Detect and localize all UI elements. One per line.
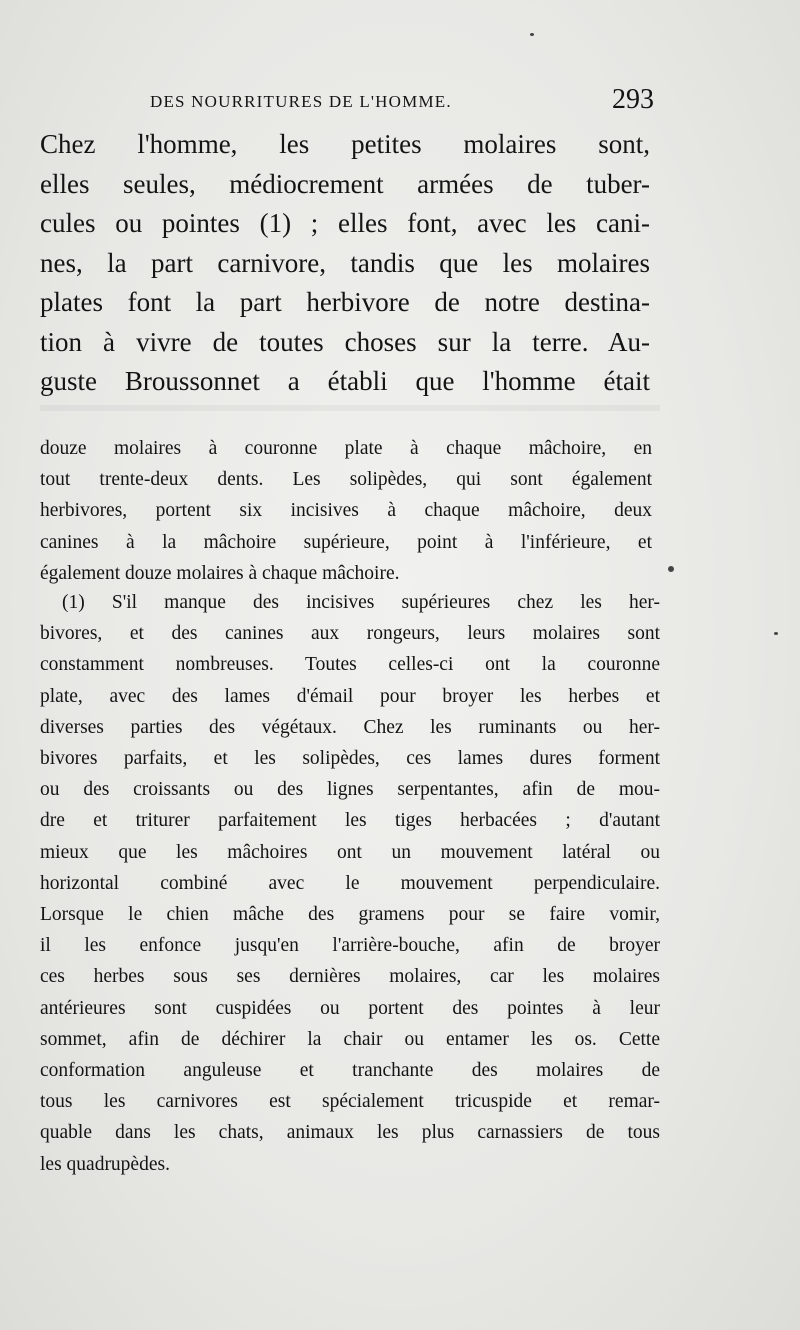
footnote-line: bivores parfaits, et les solipèdes, ces lames dures forment	[40, 748, 660, 770]
footnote-line: également douze molaires à chaque mâchoire.	[40, 562, 400, 584]
main-text-line: plates font la part herbivore de notre destina-	[40, 287, 650, 317]
footnote-line: quable dans les chats, animaux les plus carnassiers de tous	[40, 1122, 660, 1144]
footnote-1	[40, 587, 660, 1180]
running-head: DES NOURRITURES DE L'HOMME.	[150, 92, 452, 111]
footnote-line: canines à la mâchoire supérieure, point à l'inférieure, et	[40, 531, 652, 553]
ink-speck	[668, 566, 674, 572]
footnote-line: constamment nombreuses. Toutes celles-ci ont la couronne	[40, 654, 660, 676]
main-text-line: elles seules, médiocrement armées de tuber-	[40, 168, 650, 199]
page-header	[150, 86, 660, 120]
main-text	[40, 125, 650, 402]
footnote-line: sommet, afin de déchirer la chair ou entamer les os. Cette	[40, 1028, 660, 1050]
footnote-line: douze molaires à couronne plate à chaque mâchoire, en	[40, 438, 652, 459]
footnote-line: tous les carnivores est spécialement tricuspide et remar-	[40, 1091, 660, 1113]
footnote-line: les quadrupèdes.	[40, 1153, 170, 1175]
main-text-line: Chez l'homme, les petites molaires sont,	[40, 129, 650, 159]
footnote-line: (1) S'il manque des incisives supérieures chez les her-	[62, 592, 660, 613]
ink-speck	[774, 632, 778, 635]
main-text-line: cules ou pointes (1) ; elles font, avec les cani-	[40, 208, 650, 238]
footnote-line: plate, avec des lames d'émail pour broyer les herbes et	[40, 685, 660, 707]
bleed-through-shadow	[40, 405, 660, 411]
footnote-line: Lorsque le chien mâche des gramens pour se faire vomir,	[40, 904, 660, 926]
footnote-continuation	[40, 433, 652, 589]
footnote-line: antérieures sont cuspidées ou portent des pointes à leur	[40, 997, 660, 1019]
footnote-line: horizontal combiné avec le mouvement perpendiculaire.	[40, 872, 660, 894]
footnote-line: herbivores, portent six incisives à chaque mâchoire, deux	[40, 500, 652, 522]
footnote-line: ou des croissants ou des lignes serpentantes, afin de mou-	[40, 779, 660, 801]
footnote-line: ces herbes sous ses dernières molaires, car les molaires	[40, 966, 660, 988]
footnote-line: bivores, et des canines aux rongeurs, leurs molaires sont	[40, 623, 660, 645]
footnote-line: diverses parties des végétaux. Chez les ruminants ou her-	[40, 716, 660, 738]
ink-speck	[530, 33, 534, 36]
main-text-line: guste Broussonnet a établi que l'homme était	[40, 366, 650, 396]
page-number: 293	[612, 84, 654, 115]
footnote-line: conformation anguleuse et tranchante des molaires de	[40, 1060, 660, 1082]
main-text-line: nes, la part carnivore, tandis que les molaires	[40, 247, 650, 278]
footnote-line: dre et triturer parfaitement les tiges herbacées ; d'autant	[40, 810, 660, 832]
footnote-line: mieux que les mâchoires ont un mouvement latéral ou	[40, 841, 660, 863]
footnote-line: il les enfonce jusqu'en l'arrière-bouche, afin de broyer	[40, 935, 660, 957]
footnote-line: tout trente-deux dents. Les solipèdes, qui sont également	[40, 469, 652, 491]
main-text-line: tion à vivre de toutes choses sur la terre. Au-	[40, 326, 650, 357]
